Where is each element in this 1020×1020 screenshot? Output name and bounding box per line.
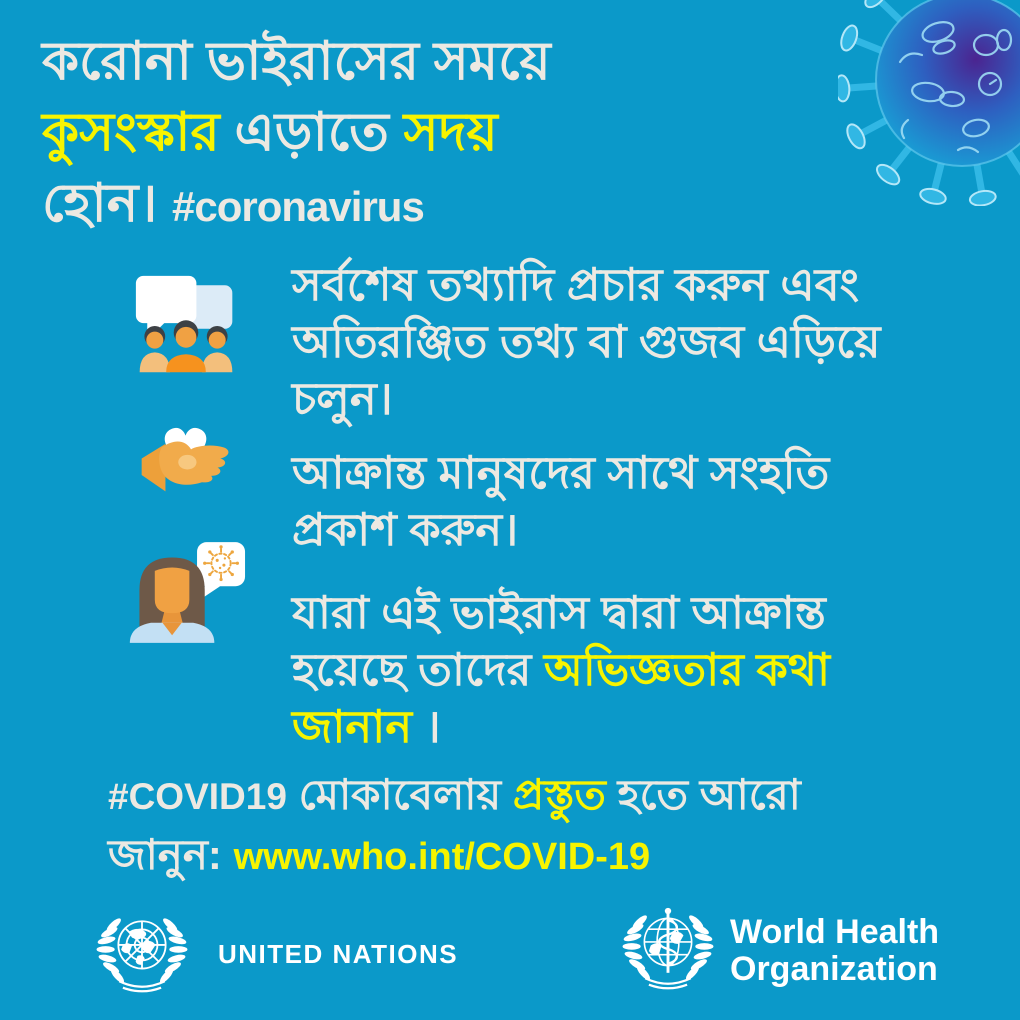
tip1-text <box>292 256 881 427</box>
tip3-line1-text: যারা এই ভাইরাস দ্বারা আক্রান্ত <box>292 587 826 638</box>
coronavirus-icon <box>838 0 1020 206</box>
cta-line2-label: জানুন: <box>108 831 234 878</box>
headline <box>42 26 551 242</box>
tip1-line1: সর্বশেষ তথ্যাদি প্রচার করুন এবং <box>292 259 860 310</box>
cta-line1-highlight: প্রস্তুত <box>512 771 606 818</box>
un-emblem-icon <box>92 904 192 1004</box>
un-label: UNITED NATIONS <box>218 938 459 969</box>
tip3-line2-white: হয়েছে তাদের <box>292 644 544 695</box>
headline-line1-text: করোনা ভাইরাসের সময়ে <box>42 32 551 91</box>
tip3-line3-highlight: জানান <box>292 701 413 752</box>
tip1-line2: অতিরঞ্জিত তথ্য বা গুজব এড়িয়ে <box>292 316 881 367</box>
cta-line1-white1: মোকাবেলায় <box>286 771 513 818</box>
tip3-line3 <box>292 698 830 755</box>
tip-share-experience <box>110 542 830 755</box>
cta-line1-white2: হতে আরো <box>605 771 801 818</box>
coronavirus-hashtag: #coronavirus <box>172 183 424 230</box>
tip2-text <box>292 444 829 558</box>
who-label-line2: Organization <box>730 950 938 988</box>
chat-people-icon <box>134 272 238 378</box>
tip1-line3: চলুন। <box>292 373 393 424</box>
tip3-line2-highlight: অভিজ্ঞতার কথা <box>543 644 831 695</box>
tip-share-facts <box>110 256 881 427</box>
headline-line1 <box>42 26 551 97</box>
tip3-line3-white: । <box>412 701 441 752</box>
un-logo-block <box>92 904 458 1004</box>
who-label-line1: World Health <box>730 913 940 951</box>
person-right <box>202 326 232 372</box>
coronavirus-illustration <box>838 0 1020 206</box>
headline-highlight-2: সদয় <box>403 103 498 162</box>
headline-line3 <box>42 168 551 242</box>
who-label <box>730 914 939 988</box>
tip3-line1 <box>292 584 830 641</box>
tip3-line2 <box>292 641 830 698</box>
headline-line3-text: হোন। <box>42 174 173 233</box>
heart-in-hand-icon <box>138 406 234 500</box>
tip2-line1: আক্রান্ত মানুষদের সাথে সংহতি <box>292 447 830 498</box>
who-covid-url: www.who.int/COVID-19 <box>233 836 651 878</box>
cta-line1 <box>108 766 801 826</box>
tip2-line2: প্রকাশ করুন। <box>292 504 519 555</box>
headline-line2 <box>42 97 551 168</box>
who-emblem-icon <box>618 901 718 1001</box>
cta-block <box>108 766 801 886</box>
person-virus-speech-icon <box>126 542 246 643</box>
tip2-icon-cell <box>110 406 262 558</box>
headline-line2-text: এড়াতে <box>219 103 404 162</box>
covid19-hashtag: #COVID19 <box>108 776 287 817</box>
person-left <box>140 326 170 372</box>
who-logo-block <box>618 901 939 1001</box>
headline-highlight-1: কুসংস্কার <box>42 103 220 162</box>
tip1-icon-cell <box>110 256 262 427</box>
cta-line2 <box>108 826 801 886</box>
tip-solidarity <box>110 406 829 558</box>
tip3-icon-cell <box>110 542 262 755</box>
tip3-text <box>292 584 830 755</box>
